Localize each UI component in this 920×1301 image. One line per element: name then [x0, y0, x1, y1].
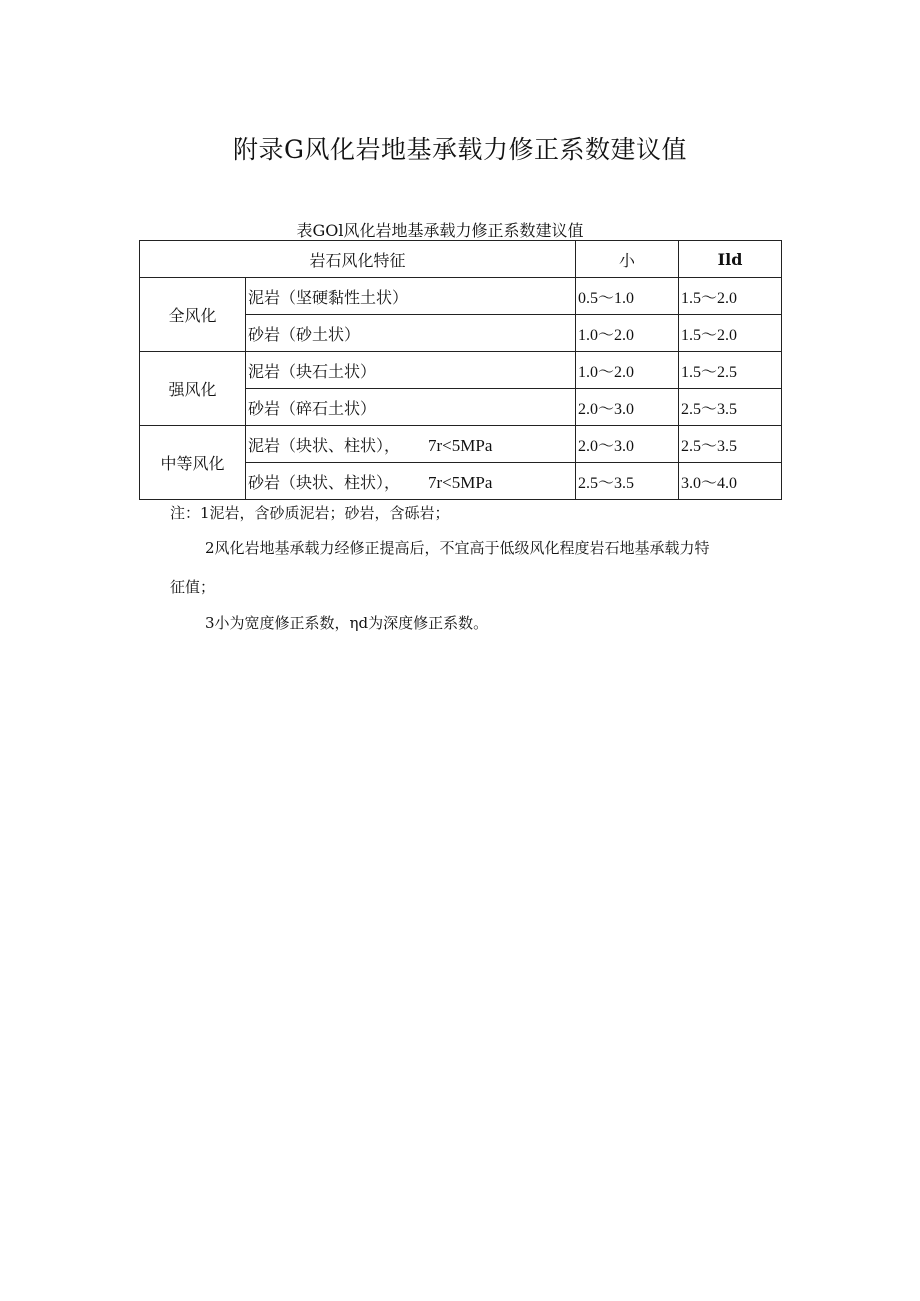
rock-type: 泥岩（坚硬黏性土状）	[248, 287, 409, 307]
group-label: 全风化	[140, 278, 246, 352]
eta-b-cell: 1.0～2.0	[576, 352, 679, 389]
rock-type: 泥岩（块石土状）	[248, 361, 377, 381]
header-eta-d: Ild	[679, 241, 782, 278]
eta-b-cell: 2.0～3.0	[576, 389, 679, 426]
note-2-continued: 征值；	[170, 578, 216, 596]
header-feature: 岩石风化特征	[140, 241, 576, 278]
rock-cell	[246, 426, 576, 463]
note-3: 3小为宽度修正系数，ηd为深度修正系数。	[205, 614, 489, 632]
eta-b-cell: 0.5～1.0	[576, 278, 679, 315]
rock-cell	[246, 389, 576, 426]
eta-b-cell: 2.5～3.5	[576, 463, 679, 500]
rock-type: 泥岩（块状、柱状），	[248, 435, 401, 455]
eta-d-cell: 2.5～3.5	[679, 426, 782, 463]
table-row	[140, 352, 782, 389]
coefficient-table	[139, 240, 782, 500]
table-row	[140, 278, 782, 315]
group-label: 强风化	[140, 352, 246, 426]
table-caption: 表GOl风化岩地基承载力修正系数建议值	[296, 221, 584, 240]
eta-b-cell: 2.0～3.0	[576, 426, 679, 463]
page-title: 附录G风化岩地基承载力修正系数建议值	[233, 135, 687, 164]
note-1: 注：1泥岩，含砂质泥岩；砂岩，含砾岩；	[170, 504, 450, 522]
table-row	[140, 426, 782, 463]
group-label: 中等风化	[140, 426, 246, 500]
eta-d-cell: 1.5～2.5	[679, 352, 782, 389]
eta-d-cell: 2.5～3.5	[679, 389, 782, 426]
rock-type: 砂岩（砂土状）	[248, 324, 361, 344]
rock-cell	[246, 352, 576, 389]
rock-type: 砂岩（块状、柱状），	[248, 472, 401, 492]
strength-condition: 7r<5MPa	[428, 435, 493, 455]
rock-cell	[246, 278, 576, 315]
eta-d-cell: 1.5～2.0	[679, 278, 782, 315]
strength-condition: 7r<5MPa	[428, 472, 493, 492]
note-2: 2风化岩地基承载力经修正提高后，不宜高于低级风化程度岩石地基承载力特	[205, 539, 710, 557]
rock-type: 砂岩（碎石土状）	[248, 398, 377, 418]
table-header-row	[140, 241, 782, 278]
rock-cell	[246, 315, 576, 352]
rock-cell	[246, 463, 576, 500]
eta-b-cell: 1.0～2.0	[576, 315, 679, 352]
eta-d-cell: 1.5～2.0	[679, 315, 782, 352]
header-eta-b: 小	[576, 241, 679, 278]
eta-d-cell: 3.0～4.0	[679, 463, 782, 500]
